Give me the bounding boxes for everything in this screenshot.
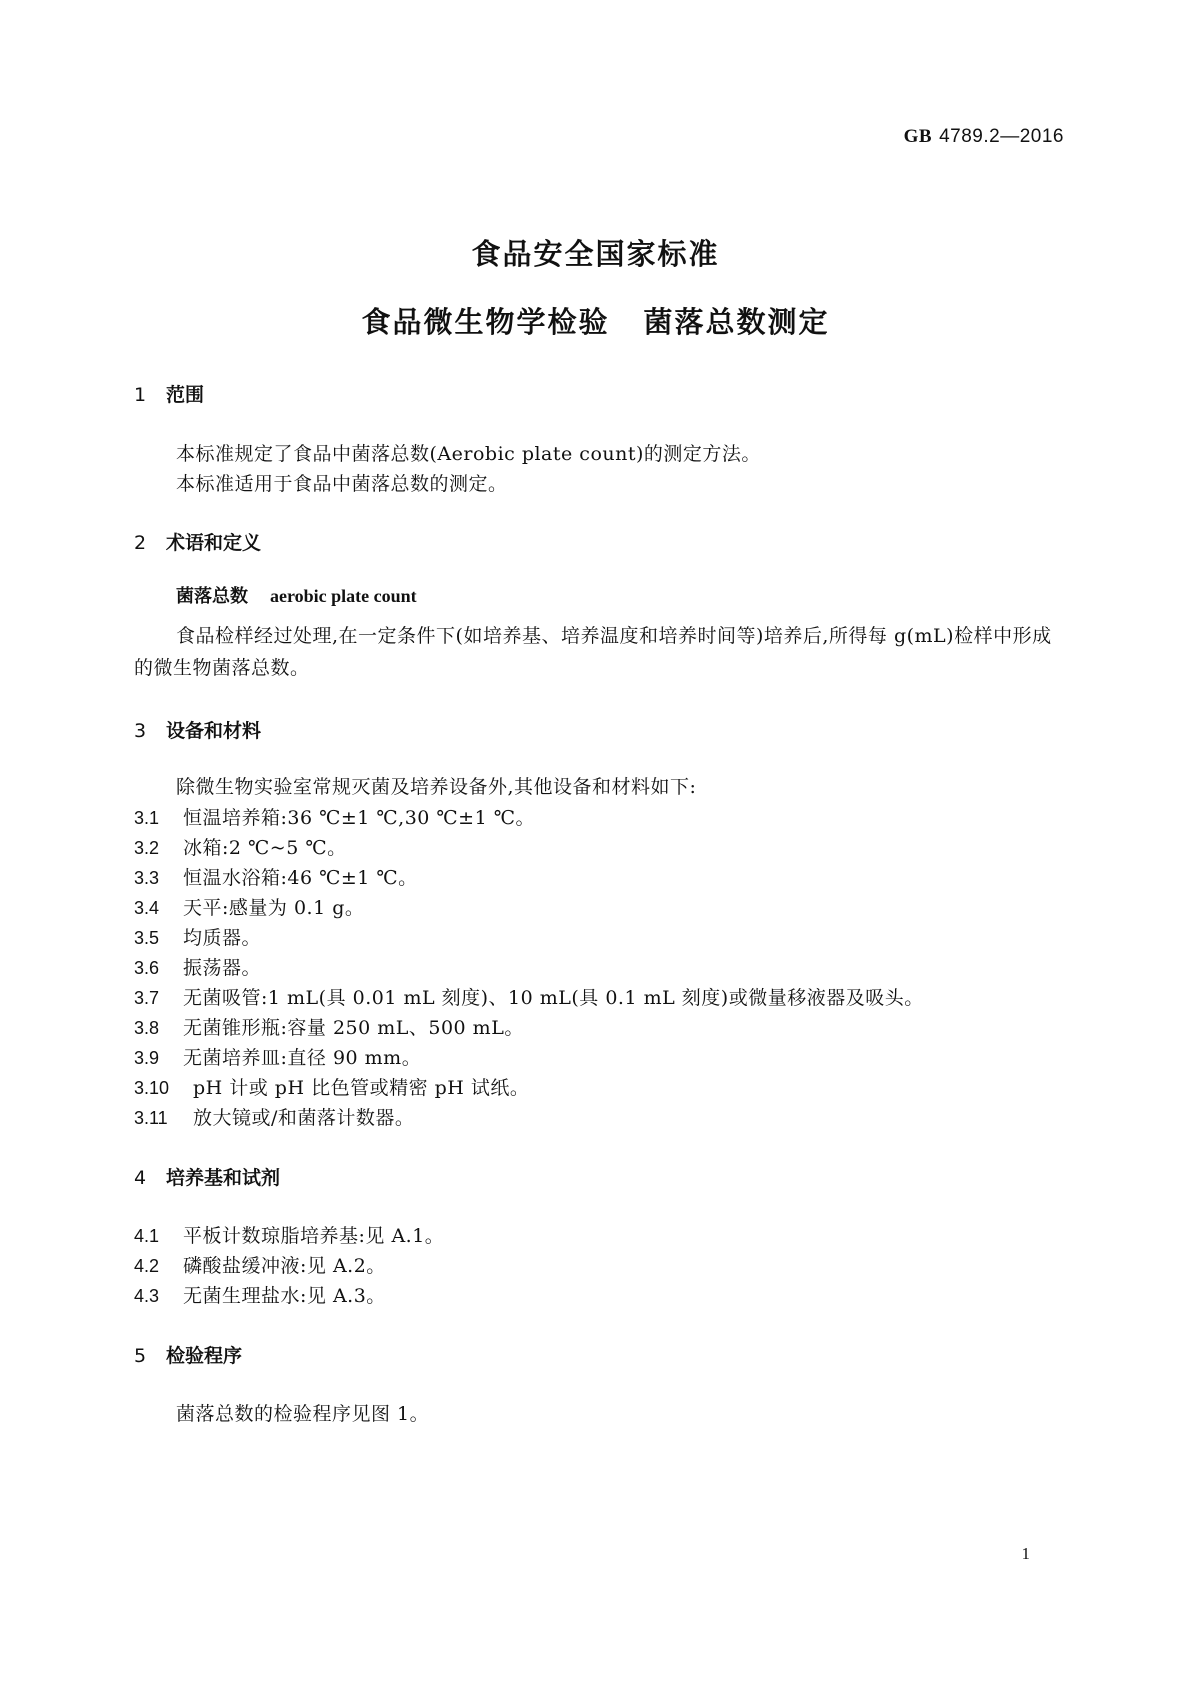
term-definition: 食品检样经过处理,在一定条件下(如培养基、培养温度和培养时间等)培养后,所得每 g(mL)检样中形成的微生物菌落总数。 [134, 625, 1052, 679]
section-1-paragraph-2: 本标准适用于食品中菌落总数的测定。 [176, 473, 508, 495]
equipment-item: 3.9 无菌培养皿:直径 90 mm。 [134, 1047, 422, 1069]
equipment-item: 3.3 恒温水浴箱:46 ℃±1 ℃。 [134, 867, 418, 889]
section-heading-2: 2 术语和定义 [134, 532, 262, 554]
standard-code [904, 126, 1064, 148]
equipment-item: 3.6 振荡器。 [134, 957, 262, 979]
section-3-intro: 除微生物实验室常规灭菌及培养设备外,其他设备和材料如下: [176, 776, 697, 798]
section-5-paragraph: 菌落总数的检验程序见图 1。 [176, 1403, 430, 1425]
section-heading-5: 5 检验程序 [134, 1345, 243, 1367]
section-1-paragraph-1: 本标准规定了食品中菌落总数(Aerobic plate count)的测定方法。 [176, 443, 761, 465]
reagent-item: 4.3 无菌生理盐水:见 A.3。 [134, 1285, 386, 1307]
equipment-item: 3.11 放大镜或/和菌落计数器。 [134, 1107, 415, 1129]
standard-code-prefix: GB [903, 126, 933, 147]
equipment-item: 3.8 无菌锥形瓶:容量 250 mL、500 mL。 [134, 1017, 524, 1039]
subtitle-right: 菌落总数测定 [643, 305, 830, 339]
equipment-item: 3.2 冰箱:2 ℃~5 ℃。 [134, 837, 347, 859]
term-english: aerobic plate count [270, 586, 417, 606]
document-subtitle [0, 300, 1191, 341]
reagent-item: 4.1 平板计数琼脂培养基:见 A.1。 [134, 1225, 445, 1247]
reagent-item: 4.2 磷酸盐缓冲液:见 A.2。 [134, 1255, 386, 1277]
section-heading-4: 4 培养基和试剂 [134, 1167, 281, 1189]
section-heading-3: 3 设备和材料 [134, 720, 262, 742]
section-heading-1: 1 范围 [134, 384, 205, 406]
term-entry [176, 582, 417, 608]
equipment-item: 3.7 无菌吸管:1 mL(具 0.01 mL 刻度)、10 mL(具 0.1 mL 刻度)或微量移液器及吸头。 [134, 987, 924, 1009]
equipment-item: 3.5 均质器。 [134, 927, 262, 949]
term-chinese: 菌落总数 [176, 586, 248, 607]
equipment-item: 3.4 天平:感量为 0.1 g。 [134, 897, 365, 919]
subtitle-left: 食品微生物学检验 [361, 305, 610, 339]
standard-code-number: 4789.2—2016 [939, 126, 1064, 147]
equipment-item: 3.10 pH 计或 pH 比色管或精密 pH 试纸。 [134, 1077, 530, 1099]
document-title: 食品安全国家标准 [471, 237, 720, 271]
page-number: 1 [1021, 1544, 1030, 1563]
equipment-item: 3.1 恒温培养箱:36 ℃±1 ℃,30 ℃±1 ℃。 [134, 807, 535, 829]
